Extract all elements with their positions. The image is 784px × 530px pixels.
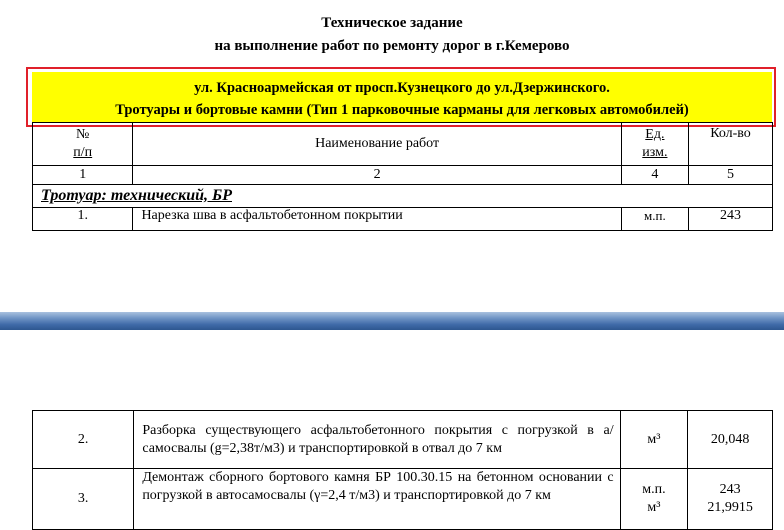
row-work-name: Нарезка шва в асфальтобетонном покрытии [133,208,621,231]
col-number: 1 [33,166,133,185]
col-number: 5 [689,166,773,185]
section-row [33,185,773,208]
header-num-symbol: № [76,127,90,142]
row-number: 1. [33,208,133,231]
header-num-abbr: п/п [73,145,93,160]
table-row [33,208,773,231]
row-unit-line: м³ [647,500,661,515]
col-number: 4 [621,166,688,185]
row-quantity [688,469,773,530]
row-number: 3. [33,469,134,530]
row-quantity-line: 21,9915 [707,500,753,515]
row-number: 2. [33,411,134,469]
table-row [33,469,773,530]
row-unit: м.п. [621,208,688,231]
row-unit-line: м.п. [642,482,666,497]
col-number: 2 [133,166,621,185]
page-break-bar [0,312,784,330]
header-name-cell: Наименование работ [133,123,621,166]
row-unit: м³ [620,411,688,469]
header-unit-abbr2: изм. [642,145,668,160]
highlighted-section-heading [32,72,772,122]
street-range-text: ул. Красноармейская от просп.Кузнецкого до ул.Дзержинского. [194,80,610,96]
works-table-continued [32,410,773,530]
document-title: Техническое задание [321,15,463,31]
row-work-name: Демонтаж сборного бортового камня БР 100.30.15 на бетонном основании с погрузкой в автосамосвалы (γ=2,4 т/м3) и транспортировкой до 7 км [134,469,620,530]
section-title-cell [33,185,773,208]
section-type-text: Тротуары и бортовые камни (Тип 1 парковочные карманы для легковых автомобилей) [115,102,689,118]
row-quantity: 20,048 [688,411,773,469]
header-qty-cell: Кол-во [689,123,773,166]
row-quantity: 243 [689,208,773,231]
document-subtitle: на выполнение работ по ремонту дорог в г.Кемерово [214,38,570,54]
header-num-cell [33,123,133,166]
header-unit-cell [621,123,688,166]
section-title: Тротуар: технический, БР [41,187,232,204]
table-row [33,411,773,469]
column-number-row [33,166,773,185]
row-work-name: Разборка существующего асфальтобетонного покрытия с погрузкой в а/самосвалы (g=2,38т/м3) и транспортировкой в отвал до 7 км [134,411,620,469]
row-unit [620,469,688,530]
table-header-row [33,123,773,166]
works-table-top [32,122,773,231]
row-quantity-line: 243 [719,482,741,497]
header-unit-abbr1: Ед. [645,127,665,142]
